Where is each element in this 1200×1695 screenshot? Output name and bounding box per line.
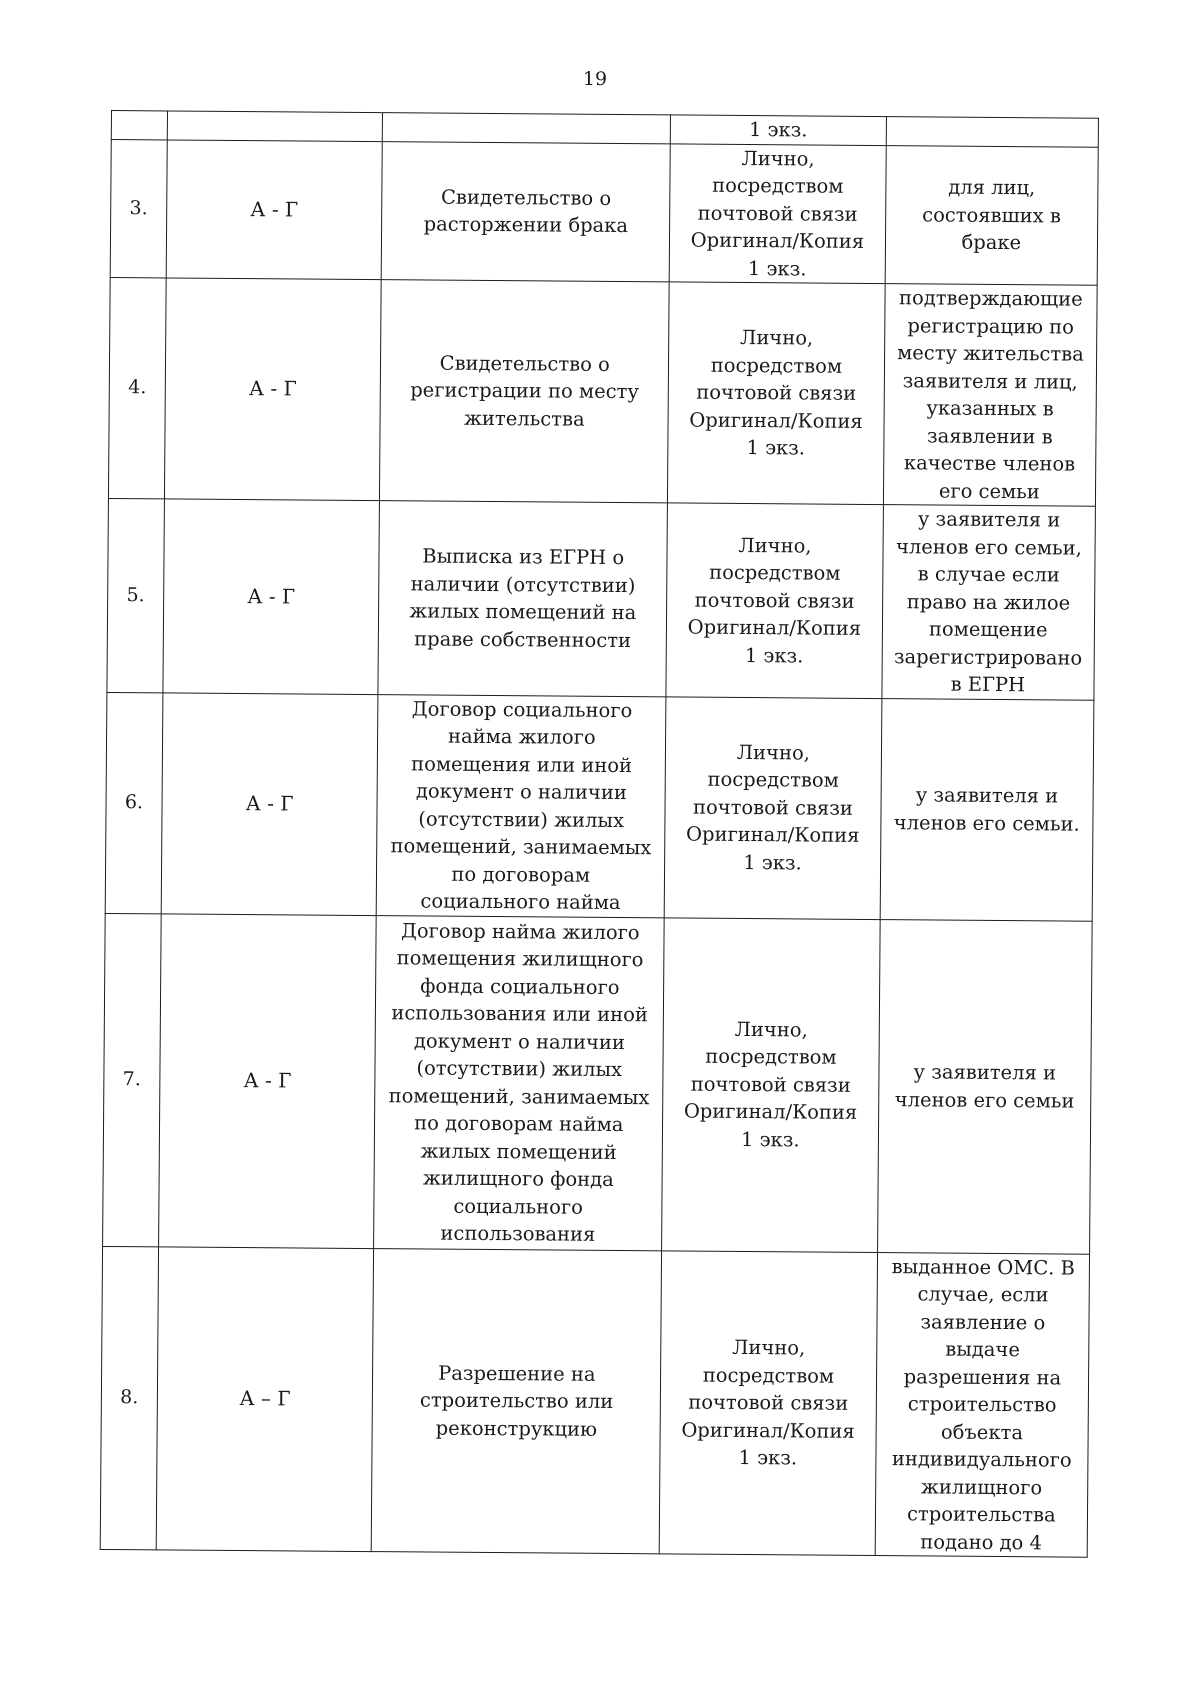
cell-line: Разрешение на [438,1361,596,1386]
cell-note [877,919,1092,1254]
table-row [105,692,1094,921]
cell-category: А - Г [163,499,380,694]
cell-line: браке [961,230,1022,255]
cell-line: индивидуального [891,1447,1072,1472]
cell-note [885,145,1098,285]
cell-line: Договор социального [411,696,633,722]
cell-category: А - Г [158,913,376,1248]
cell-line: расторжении брака [423,212,629,238]
cell-line: наличии (отсутствии) [410,572,636,597]
cell-line: Лично, [740,326,814,350]
cell-line: почтовой связи [692,795,854,820]
cell-category [167,111,383,141]
table-row [107,498,1095,699]
cell-line: жилищного [920,1474,1043,1499]
cell-line: месту жительства [897,341,1084,366]
cell-num [111,111,167,140]
cell-line: (отсутствии) жилых [418,806,625,832]
table-row [100,1246,1089,1557]
cell-line: использования [440,1221,596,1246]
cell-line: разрешения на [903,1364,1062,1390]
cell-line: по договорам [451,862,591,887]
cell-line: реконструкцию [435,1416,598,1441]
cell-line: указанных в [926,396,1054,421]
cell-line: Свидетельство о [439,351,610,376]
cell-method [666,503,883,698]
cell-num: 4. [108,277,166,498]
cell-document [377,694,667,917]
cell-line: случае, если [917,1282,1049,1307]
cell-line: Лично, [738,533,812,558]
cell-line: почтовой связи [688,1390,849,1415]
cell-line: Оригинал/Копия [690,228,865,253]
cell-line: посредством [709,560,841,585]
cell-line: почтовой связи [690,1072,851,1097]
cell-line: регистрации по месту [410,378,639,404]
cell-line: помещений, занимаемых [390,834,652,860]
cell-line: членов его семьи. [893,810,1080,836]
cell-line: жилых помещений [420,1138,617,1164]
cell-line: почтовой связи [696,380,857,406]
cell-line: у заявителя и [913,1060,1057,1085]
cell-method [664,696,881,919]
cell-line: 1 экз. [743,850,802,875]
cell-num: 5. [107,498,164,692]
cell-line: у заявителя и [915,783,1059,808]
cell-line: помещение [928,617,1048,642]
cell-line: жилищного фонда [422,1166,614,1191]
cell-line: (отсутствии) жилых [416,1056,623,1082]
cell-line: праве собственности [414,627,632,652]
cell-category: А - Г [166,139,383,279]
documents-table [100,110,1099,1558]
cell-line: социального [453,1194,584,1219]
cell-document [372,1248,662,1554]
cell-line: 1 экз. [747,256,807,280]
cell-line: 1 экз. [738,1445,798,1470]
cell-line: Оригинал/Копия [681,1418,855,1443]
cell-line: Договор найма жилого [400,918,640,944]
cell-category: А – Г [156,1246,374,1551]
cell-line: помещения жилищного [396,946,644,972]
cell-line: 1 экз. [740,1127,800,1152]
cell-line: заявлении в [926,423,1053,448]
cell-line: в ЕГРН [950,672,1026,697]
cell-method [668,282,885,505]
cell-line: помещения или иной [411,751,633,777]
cell-line: документ о наличии [415,779,627,805]
cell-line: для лиц, [948,175,1036,200]
table-row [103,913,1093,1254]
cell-line: жительства [463,406,585,431]
cell-line: Выписка из ЕГРН о [422,544,625,570]
cell-line: право на жилое [906,589,1071,615]
cell-line: Оригинал/Копия [683,1099,858,1125]
cell-method: 1 экз. [670,115,886,145]
cell-line: Лично, [734,1017,808,1042]
cell-note [883,284,1097,507]
cell-line: Оригинал/Копия [689,408,863,433]
cell-line: посредством [707,767,839,792]
page-number: 19 [582,68,608,90]
cell-category: А - Г [164,278,381,501]
cell-line: Оригинал/Копия [687,615,862,640]
cell-document [378,501,667,697]
cell-line: качестве членов [903,451,1076,476]
cell-line: в случае если [917,562,1060,587]
cell-line: зарегистрировано [893,644,1083,670]
cell-line: Лично, [736,740,811,765]
cell-line: заявителя и лиц, [902,368,1078,394]
cell-document [382,141,671,282]
cell-line: найма жилого [447,724,596,749]
cell-line: строительство [907,1392,1057,1417]
cell-document [374,915,664,1250]
table-row [110,139,1098,285]
cell-note [882,505,1096,700]
cell-line: посредством [705,1044,837,1069]
cell-note [886,117,1099,147]
cell-line: жилых помещений на [409,599,637,625]
cell-line: посредством [712,173,844,198]
cell-method [669,143,886,283]
cell-line: помещений, занимаемых [388,1083,650,1109]
cell-line: выдаче [945,1337,1021,1362]
cell-line: использования или иной [391,1001,648,1027]
cell-line: посредством [702,1363,835,1388]
cell-line: 1 экз. [746,436,806,460]
cell-line: 1 экз. [744,643,804,667]
cell-line: Лично, [732,1335,806,1360]
cell-line: регистрацию по [907,313,1075,339]
cell-line: членов его семьи [894,1087,1075,1113]
cell-document [380,280,670,503]
cell-line: по договорам найма [414,1111,624,1137]
cell-line: подтверждающие [898,286,1083,311]
cell-num: 3. [110,139,167,278]
cell-line: его семьи [938,479,1040,503]
table-row [108,277,1097,506]
cell-line: заявление о [920,1309,1046,1334]
cell-line: подано до 4 [920,1529,1043,1554]
cell-line: фонда социального [420,973,620,999]
cell-line: почтовой связи [697,201,858,226]
cell-line: строительства [906,1502,1056,1527]
cell-line: посредством [710,353,843,378]
cell-line: почтовой связи [694,588,855,613]
cell-line: Оригинал/Копия [685,822,860,848]
cell-line: строительство или [419,1388,614,1413]
cell-line: Лично, [741,146,815,171]
cell-note [875,1252,1090,1557]
cell-method [662,917,880,1252]
cell-category: А - Г [161,692,378,915]
cell-line: объекта [940,1420,1024,1444]
cell-num: 7. [103,913,161,1246]
cell-method [659,1250,877,1555]
cell-note [880,698,1094,921]
cell-line: выданное ОМС. В [891,1254,1075,1280]
cell-line: документ о наличии [413,1028,626,1054]
cell-document [383,113,671,144]
cell-num: 8. [100,1246,158,1550]
cell-line: членов его семьи, [895,534,1082,560]
cell-num: 6. [105,692,163,913]
cell-line: Свидетельство о [440,185,612,210]
cell-line: у заявителя и [917,507,1061,532]
cell-line: социального найма [420,889,621,915]
cell-line: состоявших в [922,202,1061,227]
